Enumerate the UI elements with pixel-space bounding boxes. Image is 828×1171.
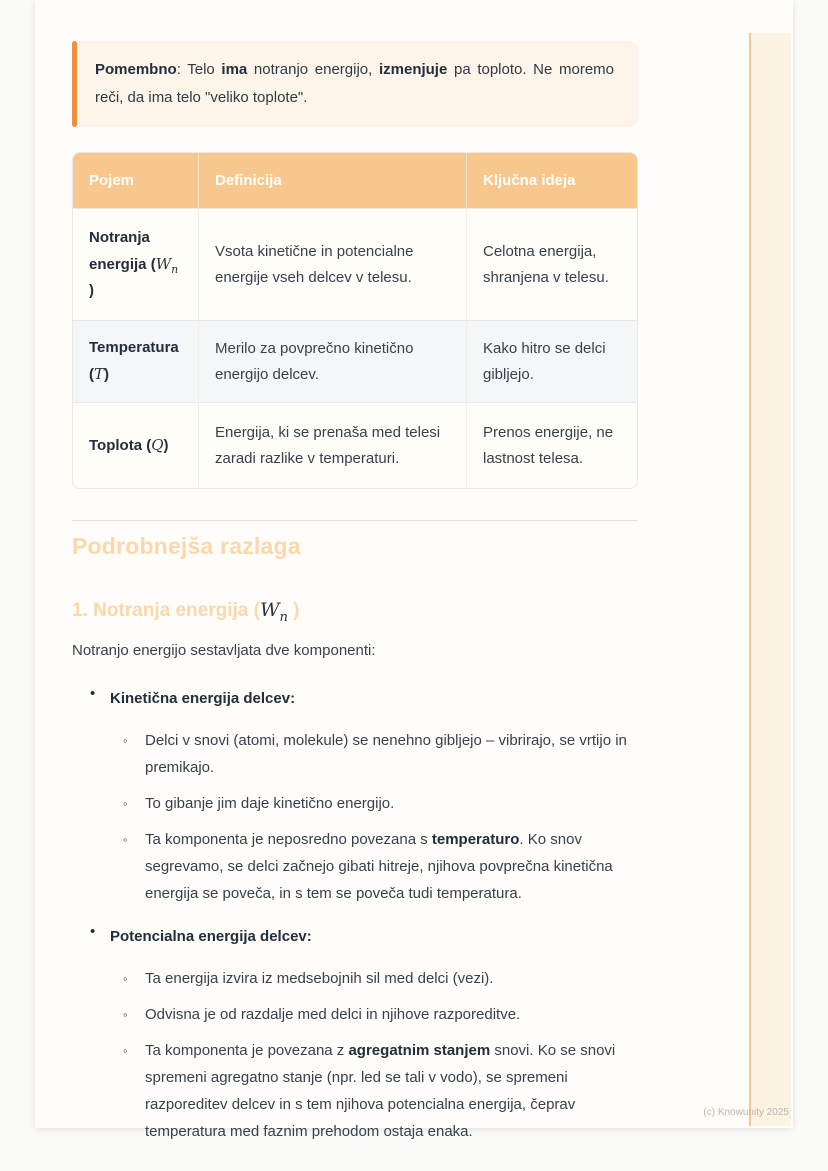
table-header-definicija: Definicija: [199, 153, 467, 208]
table-row: [73, 320, 637, 402]
right-margin-band: [749, 33, 791, 1126]
bullet-icon: •: [90, 923, 96, 940]
sub-list: [110, 965, 638, 1145]
circle-bullet-icon: ◦: [123, 832, 128, 847]
circle-bullet-icon: ◦: [123, 1007, 128, 1022]
sub-item-text: Delci v snovi (atomi, molekule) se nenehno gibljejo – vibrirajo, se vrtijo in premikajo.: [145, 732, 627, 776]
sub-list-item: [110, 790, 638, 817]
table-header-kljucna-ideja: Ključna ideja: [467, 153, 637, 208]
document-page: [35, 0, 793, 1140]
section-divider: [72, 520, 638, 521]
definitions-table: [72, 152, 638, 489]
circle-bullet-icon: ◦: [123, 1043, 128, 1058]
idea-cell: Kako hitro se delci gibljejo.: [467, 320, 637, 402]
sub-item-text: Ta energija izvira iz medsebojnih sil med delci (vezi).: [145, 970, 494, 987]
list-item: [72, 685, 638, 907]
section-heading: Podrobnejša razlaga: [72, 533, 301, 559]
idea-cell: Celotna energija, shranjena v telesu.: [467, 208, 637, 320]
definition-cell: Energija, ki se prenaša med telesi zaradi razlike v temperaturi.: [199, 402, 467, 488]
definition-cell: Merilo za povprečno kinetično energijo delcev.: [199, 320, 467, 402]
sub-list-item: [110, 965, 638, 992]
list-item-title: Kinetična energija delcev:: [110, 690, 296, 707]
sub-item-text: Odvisna je od razdalje med delci in njihove razporeditve.: [145, 1006, 521, 1023]
sub-item-text: To gibanje jim daje kinetično energijo.: [145, 795, 395, 812]
table-header-pojem: Pojem: [73, 153, 199, 208]
page-content: [72, 0, 638, 1161]
circle-bullet-icon: ◦: [123, 796, 128, 811]
list-item-title: Potencialna energija delcev:: [110, 928, 312, 945]
bullet-icon: •: [90, 685, 96, 702]
callout-accent-bar: [72, 41, 77, 127]
table-row: [73, 402, 637, 488]
table-row: [73, 208, 637, 320]
term-cell: Notranja energija ($W_n$ ): [73, 208, 199, 320]
watermark: (c) Knowunity 2025: [703, 1107, 789, 1118]
list-item: [72, 923, 638, 1145]
circle-bullet-icon: ◦: [123, 971, 128, 986]
sub-list-item: [110, 1001, 638, 1028]
sub-item-text: Ta komponenta je povezana z agregatnim stanjem snovi. Ko se snovi spremeni agregatno stanje (npr. led se tali v vodo), se spremeni razporeditev delcev in s tem njihova potencialna energija, čeprav temperatura med faznim prehodom ostaja enaka.: [145, 1042, 616, 1140]
components-list: [72, 685, 638, 1145]
term-cell: Temperatura (T): [73, 320, 199, 402]
subsection-heading: 1. Notranja energija ($W_n$ ): [72, 599, 300, 625]
sub-list-item: [110, 727, 638, 781]
important-callout: [72, 41, 638, 127]
sub-list: [110, 727, 638, 907]
sub-list-item: [110, 1037, 638, 1145]
idea-cell: Prenos energije, ne lastnost telesa.: [467, 402, 637, 488]
circle-bullet-icon: ◦: [123, 733, 128, 748]
callout-text: Pomembno: Telo ima notranjo energijo, izmenjuje pa toploto. Ne moremo reči, da ima telo "veliko toplote".: [95, 61, 615, 106]
sub-list-item: [110, 826, 638, 907]
table-header-row: [73, 153, 637, 208]
definition-cell: Vsota kinetične in potencialne energije vseh delcev v telesu.: [199, 208, 467, 320]
term-cell: Toplota (Q): [73, 402, 199, 488]
sub-item-text: Ta komponenta je neposredno povezana s temperaturo. Ko snov segrevamo, se delci začnejo gibati hitreje, njihova povprečna kinetična energija se poveča, in s tem se poveča tudi temperatura.: [145, 831, 613, 902]
intro-paragraph: Notranjo energijo sestavljata dve komponenti:: [72, 642, 376, 659]
